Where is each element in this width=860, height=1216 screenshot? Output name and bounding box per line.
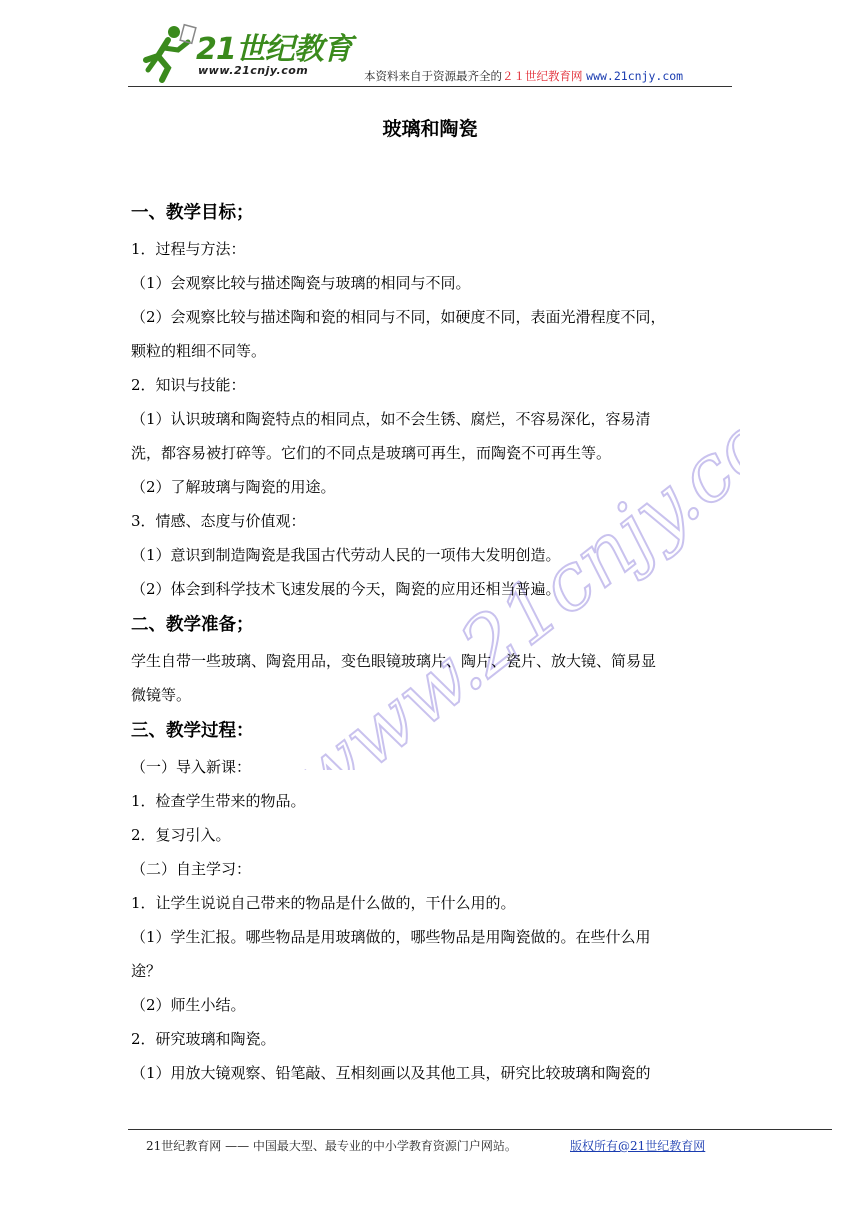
paragraph-line: （2）体会到科学技术飞速发展的今天，陶瓷的应用还相当普遍。 [131, 580, 561, 598]
footer-text: 21世纪教育网 —— 中国最大型、最专业的中小学教育资源门户网站。 [146, 1139, 517, 1153]
paragraph-line: 途？ [131, 962, 162, 980]
paragraph-line: 洗，都容易被打碎等。它们的不同点是玻璃可再生，而陶瓷不可再生等。 [131, 444, 612, 462]
paragraph-line: （1）用放大镜观察、铅笔敲、互相刻画以及其他工具，研究比较玻璃和陶瓷的 [131, 1064, 651, 1082]
logo-brand-text: 21世纪教育 [196, 32, 352, 67]
page-title: 玻璃和陶瓷 [382, 118, 478, 140]
paragraph-line: 2．研究玻璃和陶瓷。 [131, 1030, 276, 1048]
paragraph-line: （二）自主学习： [131, 860, 252, 878]
header-divider [128, 86, 732, 87]
paragraph-line: 3．情感、态度与价值观： [131, 512, 306, 530]
paragraph-line: 学生自带一些玻璃、陶瓷用品，变色眼镜玻璃片、陶片、瓷片、放大镜、简易显 [131, 652, 657, 670]
paragraph-line: （1）认识玻璃和陶瓷特点的相同点，如不会生锈、腐烂，不容易深化，容易清 [131, 410, 651, 428]
paragraph-line: 颗粒的粗细不同等。 [131, 342, 267, 360]
paragraph-line: 2．复习引入。 [131, 826, 231, 844]
watermark-text: www.21cnjy.com [274, 351, 740, 770]
section-heading: 二、教学准备； [131, 615, 254, 635]
source-note [364, 68, 683, 84]
paragraph-line: （一）导入新课： [131, 758, 252, 776]
section-heading: 一、教学目标； [131, 203, 254, 223]
source-url-link[interactable]: www.21cnjy.com [586, 69, 684, 83]
paragraph-line: 1．过程与方法： [131, 240, 246, 258]
paragraph-line: 微镜等。 [131, 686, 192, 704]
footer-divider [128, 1129, 832, 1130]
paragraph-line: （2）会观察比较与描述陶和瓷的相同与不同，如硬度不同，表面光滑程度不同， [131, 308, 666, 326]
source-site: ２１世纪教育网 [502, 69, 583, 83]
paragraph-line: （1）学生汇报。哪些物品是用玻璃做的，哪些物品是用陶瓷做的。在些什么用 [131, 928, 651, 946]
copyright-link[interactable]: 版权所有@21世纪教育网 [570, 1139, 706, 1153]
paragraph-line: （2）了解玻璃与陶瓷的用途。 [131, 478, 336, 496]
paragraph-line: 1．检查学生带来的物品。 [131, 792, 306, 810]
page-header [128, 20, 732, 86]
running-figure-icon [138, 20, 198, 84]
section-heading: 三、教学过程： [131, 721, 254, 741]
logo-url-text: www.21cnjy.com [198, 64, 309, 77]
site-logo [138, 20, 352, 84]
paragraph-line: （2）师生小结。 [131, 996, 246, 1014]
paragraph-line: 2．知识与技能： [131, 376, 246, 394]
paragraph-line: （1）会观察比较与描述陶瓷与玻璃的相同与不同。 [131, 274, 471, 292]
document-body [131, 194, 731, 1090]
paragraph-line: 1．让学生说说自己带来的物品是什么做的，干什么用的。 [131, 894, 516, 912]
paragraph-line: （1）意识到制造陶瓷是我国古代劳动人民的一项伟大发明创造。 [131, 546, 561, 564]
source-prefix: 本资料来自于资源最齐全的 [364, 69, 502, 83]
